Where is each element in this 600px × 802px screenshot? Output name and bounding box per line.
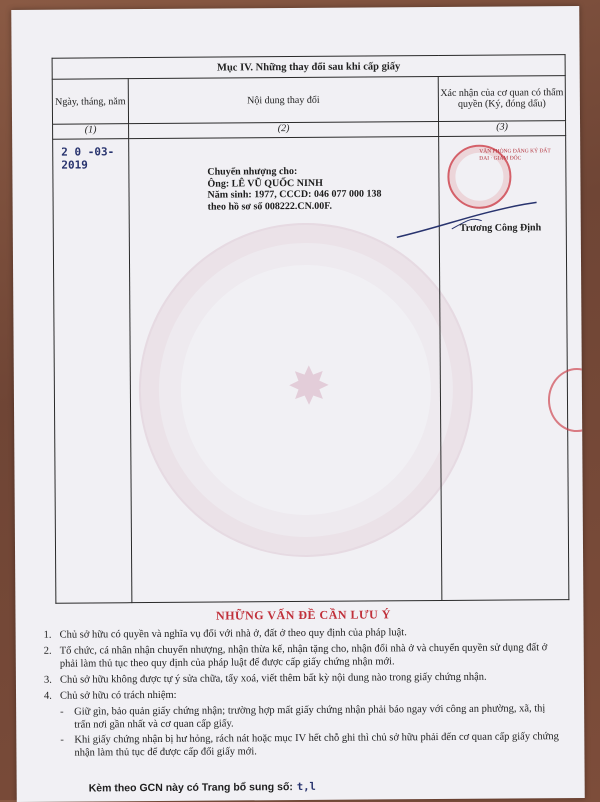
attachment-label: Kèm theo GCN này có Trang bổ sung số: xyxy=(88,781,293,795)
certificate-page xyxy=(11,6,585,802)
column-header-content: Nội dung thay đổi xyxy=(128,77,438,124)
transfer-details xyxy=(207,165,381,212)
section-title: Mục IV. Những thay đổi sau khi cấp giấy xyxy=(52,55,565,80)
date-cell xyxy=(53,139,132,604)
confirmation-cell xyxy=(439,136,569,601)
notes-section xyxy=(43,606,564,762)
note-item: 3. Chủ sở hữu không được tự ý sửa chữa, tẩy xoá, viết thêm bất kỳ nội dung nào trong giấy chứng nhận. xyxy=(43,671,487,686)
note-item: 1. Chủ sở hữu có quyền và nghĩa vụ đối với nhà ở, đất ở theo quy định của pháp luật. xyxy=(43,627,407,641)
transfer-line: Chuyển nhượng cho: xyxy=(207,165,298,178)
note-item: 2. Tổ chức, cá nhân nhận chuyển nhượng, nhận thừa kế, nhận tặng cho, nhận đổi nhà ở và chuyển quyền sử dụng đất ở phải làm thủ tục theo quy định của pháp luật để được cấp giấy chứng nhận mới. xyxy=(43,642,548,670)
column-header-confirmation: Xác nhận của cơ quan có thẩm quyền (Ký, đóng dấu) xyxy=(438,76,565,122)
attachment-line xyxy=(89,781,316,795)
notes-title: NHỮNG VẤN ĐỀ CẦN LƯU Ý xyxy=(215,607,391,623)
changes-table xyxy=(52,54,570,604)
signature-scribble-icon xyxy=(392,198,542,244)
column-header-date: Ngày, tháng, năm xyxy=(52,79,128,125)
column-number-1: (1) xyxy=(53,124,129,140)
transfer-line: Ông: LÊ VŨ QUỐC NINH xyxy=(207,177,323,190)
watermark-star-icon: ✸ xyxy=(286,358,331,417)
entry-date: 2 0 -03- 2019 xyxy=(61,145,115,172)
note-item: 4. Chủ sở hữu có trách nhiệm: xyxy=(43,689,177,702)
transfer-line: Năm sinh: 1977, CCCD: 046 077 000 138 xyxy=(207,188,382,201)
column-number-2: (2) xyxy=(129,122,439,139)
signer-name: Trương Công Định xyxy=(459,222,542,234)
attachment-value: t,l xyxy=(296,780,316,794)
note-subitem: - Giữ gìn, bảo quản giấy chứng nhận; trường hợp mất giấy chứng nhận phải báo ngay với công an phường, xã, thị trấn nơi gần nhất và cơ quan cấp giấy. xyxy=(60,703,546,731)
note-subitem: - Khi giấy chứng nhận bị hư hỏng, rách nát hoặc mục IV hết chỗ ghi thì chủ sở hữu phải đến cơ quan cấp giấy chứng nhận làm thủ tục để được cấp đổi giấy mới. xyxy=(60,731,559,759)
column-number-3: (3) xyxy=(439,121,566,137)
transfer-line: theo hồ sơ số 008222.CN.00F. xyxy=(207,200,333,213)
stamp-text: VĂN PHÒNG ĐĂNG KÝ ĐẤT ĐAI · GIÁM ĐỐC xyxy=(479,148,551,162)
